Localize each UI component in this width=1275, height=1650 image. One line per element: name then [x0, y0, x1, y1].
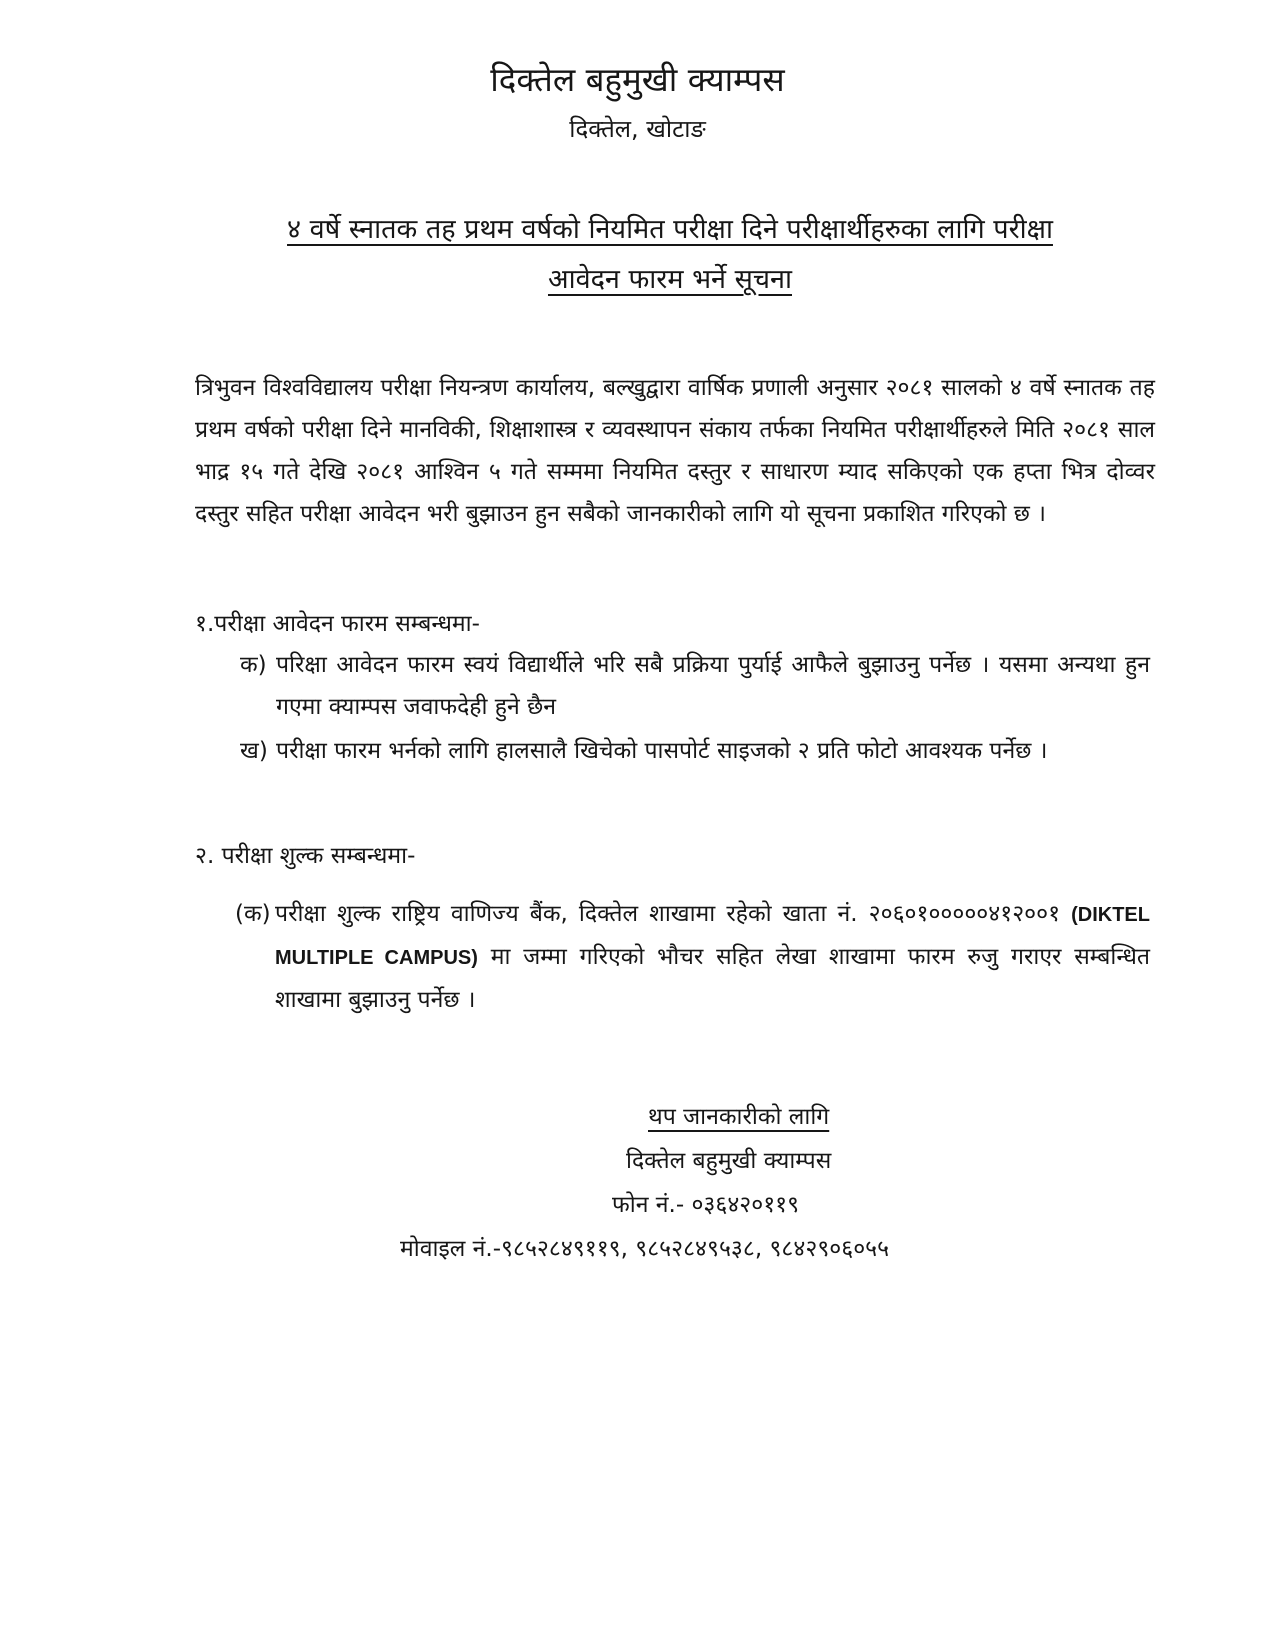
section1-heading: १.परीक्षा आवेदन फारम सम्बन्धमा-: [195, 611, 480, 637]
item-text: परिक्षा आवेदन फारम स्वयं विद्यार्थीले भरि सबै प्रक्रिया पुर्याई आफैले बुझाउनु पर्नेछ । यसमा अन्यथा हुन गएमा क्याम्पस जवाफदेही हुने छैन: [276, 652, 1150, 720]
footer-campus-name: दिक्तेल बहुमुखी क्याम्पस: [626, 1148, 832, 1174]
section2-heading: २. परीक्षा शुल्क सम्बन्धमा-: [195, 843, 416, 869]
campus-name-heading: दिक्तेल बहुमुखी क्याम्पस: [490, 60, 785, 99]
footer-phone: फोन नं.- ०३६४२०११९: [612, 1192, 800, 1218]
item-marker: (क): [235, 901, 271, 927]
section1-item-a: [240, 644, 1150, 728]
item-marker: क): [240, 652, 267, 678]
item-text: परीक्षा फारम भर्नको लागि हालसालै खिचेको पासपोर्ट साइजको २ प्रति फोटो आवश्यक पर्नेछ ।: [276, 738, 1048, 764]
notice-body: त्रिभुवन विश्वविद्यालय परीक्षा नियन्त्रण कार्यालय, बल्खुद्वारा वार्षिक प्रणाली अनुसार २०८१ सालको ४ वर्षे स्नातक तह प्रथम वर्षको परीक्षा दिने मानविकी, शिक्षाशास्त्र र व्यवस्थापन संकाय तर्फका नियमित परीक्षार्थीहरुले मिति २०८१ साल भाद्र १५ गते देखि २०८१ आश्विन ५ गते सम्ममा नियमित दस्तुर र साधारण म्याद सकिएको एक हप्ता भित्र दोव्वर दस्तुर सहित परीक्षा आवेदन भरी बुझाउन हुन सबैको जानकारीको लागि यो सूचना प्रकाशित गरिएको छ ।: [195, 375, 1155, 527]
footer-mobile: मोवाइल नं.-९८५२८४९११९, ९८५२८४९५३८, ९८४२९०६०५५: [400, 1236, 890, 1262]
item-text: [235, 893, 1150, 1021]
section1-item-b: [240, 730, 1150, 772]
account-name-latin: (DIKTEL MULTIPLE CAMPUS): [275, 904, 1150, 969]
section2-item-a: [235, 893, 1150, 1021]
notice-title: [190, 205, 1150, 305]
notice-title-line2: आवेदन फारम भर्ने सूचना: [547, 264, 792, 295]
item-text-after: मा जम्मा गरिएको भौचर सहित लेखा शाखामा फारम रुजु गराएर सम्बन्धित शाखामा बुझाउनु पर्नेछ ।: [275, 944, 1150, 1013]
campus-address: दिक्तेल, खोटाङ: [569, 115, 706, 143]
item-text-before: परीक्षा शुल्क राष्ट्रिय वाणिज्य बैंक, दिक्तेल शाखामा रहेको खाता नं. २०६०१०००००४१२००१: [275, 901, 1061, 927]
item-marker: ख): [240, 738, 268, 764]
more-info-heading: थप जानकारीको लागि: [648, 1104, 830, 1130]
notice-title-line1: ४ वर्षे स्नातक तह प्रथम वर्षको नियमित परीक्षा दिने परीक्षार्थीहरुका लागि परीक्षा: [287, 214, 1053, 245]
